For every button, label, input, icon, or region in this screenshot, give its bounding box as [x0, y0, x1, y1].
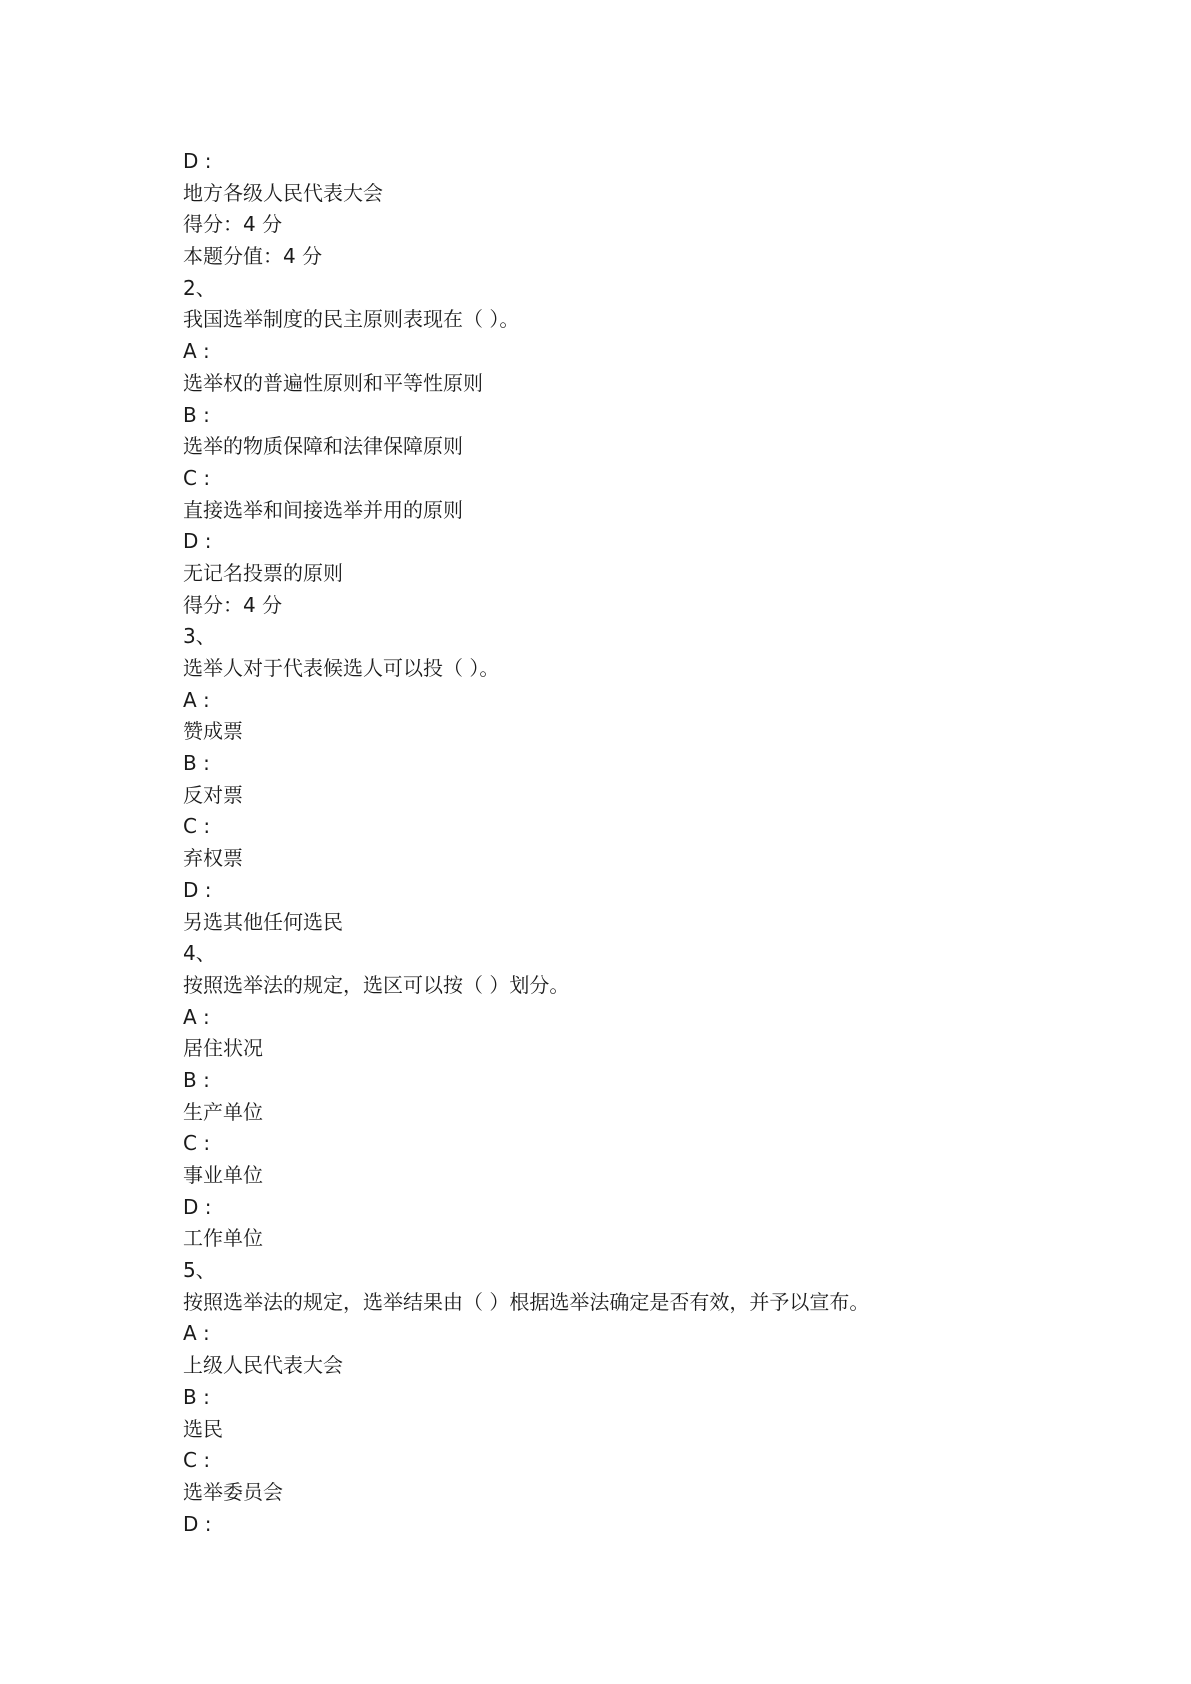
option-text: 无记名投票的原则 [183, 560, 343, 585]
option-letter: A : [183, 339, 210, 364]
option-text: 上级人民代表大会 [183, 1353, 343, 1378]
option-text: 选民 [183, 1416, 223, 1441]
option-text: 选举委员会 [183, 1479, 283, 1504]
option-letter: D : [183, 1194, 212, 1219]
option-text: 弃权票 [183, 846, 243, 871]
question-number: 2、 [183, 275, 216, 300]
option-letter: B : [183, 1384, 210, 1409]
option-letter: C : [183, 1448, 211, 1473]
option-text: 地方各级人民代表大会 [183, 180, 383, 205]
option-text: 居住状况 [183, 1036, 263, 1061]
option-text: 工作单位 [183, 1226, 263, 1251]
score-line: 得分：4 分 [183, 212, 283, 237]
option-text: 生产单位 [183, 1099, 263, 1124]
option-letter: A : [183, 687, 210, 712]
question-text: 我国选举制度的民主原则表现在（ ）。 [183, 307, 520, 332]
option-letter: A : [183, 1004, 210, 1029]
option-letter: B : [183, 751, 210, 776]
option-letter: B : [183, 1067, 210, 1092]
document-body [183, 146, 1143, 1540]
option-text: 赞成票 [183, 719, 243, 744]
option-text: 选举的物质保障和法律保障原则 [183, 434, 463, 459]
score-line: 得分：4 分 [183, 592, 283, 617]
option-letter: D : [183, 877, 212, 902]
option-text: 事业单位 [183, 1163, 263, 1187]
question-text: 按照选举法的规定，选举结果由（ ）根据选举法确定是否有效，并予以宣布。 [183, 1289, 870, 1314]
option-letter: B : [183, 402, 210, 427]
question-number: 4、 [183, 941, 216, 966]
option-letter: A : [183, 1321, 210, 1346]
option-text: 直接选举和间接选举并用的原则 [183, 497, 463, 522]
option-letter: D : [183, 1511, 212, 1536]
question-text: 选举人对于代表候选人可以投（ ）。 [183, 656, 500, 680]
option-text: 选举权的普遍性原则和平等性原则 [183, 370, 483, 395]
question-text: 按照选举法的规定，选区可以按（ ）划分。 [183, 972, 570, 997]
option-text: 另选其他任何选民 [183, 909, 343, 934]
option-letter: C : [183, 1131, 211, 1156]
question-value-line: 本题分值：4 分 [183, 244, 323, 269]
question-number: 3、 [183, 624, 216, 649]
option-letter: D : [183, 149, 212, 173]
question-number: 5、 [183, 1258, 216, 1283]
option-letter: D : [183, 529, 212, 554]
option-letter: C : [183, 814, 211, 839]
option-letter: C : [183, 465, 211, 490]
option-text: 反对票 [183, 782, 243, 807]
